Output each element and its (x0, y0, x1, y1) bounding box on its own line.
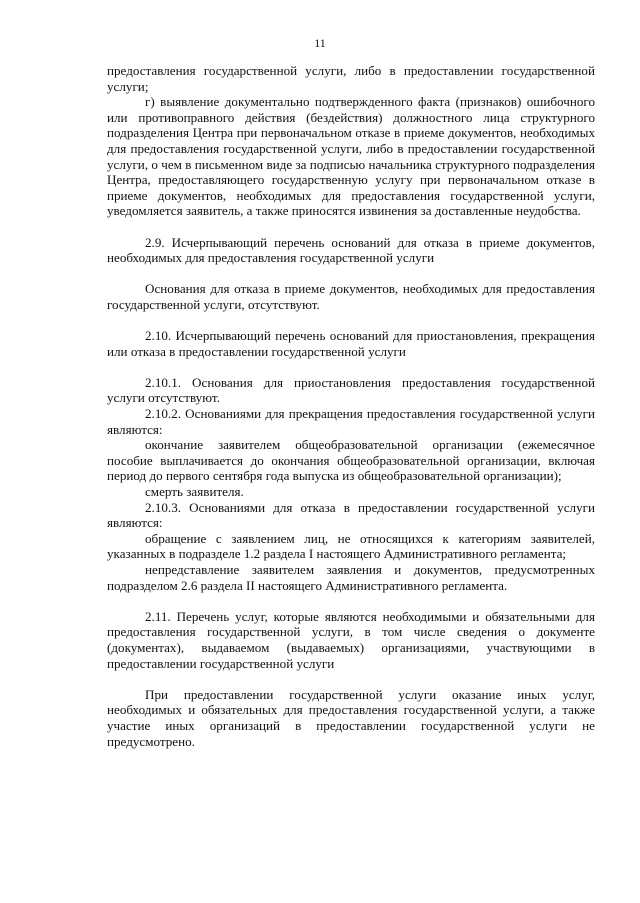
page-number: 11 (314, 36, 326, 50)
list-item-death: смерть заявителя. (145, 484, 244, 500)
section-heading-2-10: 2.10. Исчерпывающий перечень оснований для приостановления, прекращения или отказа в предоставлении государственной услуги (107, 328, 595, 359)
section-heading-2-9: 2.9. Исчерпывающий перечень оснований для отказа в приеме документов, необходимых для предоставления государственной услуги (107, 234, 595, 266)
section-heading-2-11: 2.11. Перечень услуг, которые являются необходимыми и обязательными для предоставления государственной услуги, в том числе сведения о документе (документах), выдаваемом (выдаваемых) организациями, участвующими в предоставлении государственной услуги (107, 608, 595, 671)
paragraph-2-9-body: Основания для отказа в приеме документов, необходимых для предоставления государственной услуги, отсутствуют. (107, 281, 595, 312)
paragraph-2-11-body: При предоставлении государственной услуги оказание иных услуг, необходимых и обязательных для предоставления государственной услуги, а также участие иных организаций в предоставлении государственной услуги не предусмотрено. (107, 686, 595, 749)
paragraph-item-g: г) выявление документально подтвержденного факта (признаков) ошибочного или противоправного действия (бездействия) должностного лица структурного подразделения Центра при первоначальном отказе в приеме документов, необходимых для предоставления государственной услуги, либо в предоставлении государственной услуги, о чем в письменном виде за подписью начальника структурного подразделения Центра, предоставляющего государственную услугу при первоначальном отказе в приеме документов, необходимых для предоставления государственной услуги, уведомляется заявитель, а также приносятся извинения за доставленные неудобства. (107, 94, 595, 219)
document-body (107, 63, 595, 749)
paragraph-2-10-3: 2.10.3. Основаниями для отказа в предоставлении государственной услуги являются: (107, 499, 595, 531)
list-item-ineligible-applicant: обращение с заявлением лиц, не относящихся к категориям заявителей, указанных в подразделе 1.2 раздела I настоящего Административного регламента; (107, 530, 595, 562)
paragraph-continuation: предоставления государственной услуги, либо в предоставлении государственной услуги; (107, 63, 595, 94)
list-item-graduation: окончание заявителем общеобразовательной организации (ежемесячное пособие выплачивается до окончания общеобразовательной организации, включая период до первого сентября года выпуска из общеобразовательной организации); (107, 437, 595, 484)
paragraph-2-10-1: 2.10.1. Основания для приостановления предоставления государственной услуги отсутствуют. (107, 374, 595, 406)
paragraph-2-10-2: 2.10.2. Основаниями для прекращения предоставления государственной услуги являются: (107, 406, 595, 437)
list-item-missing-documents: непредставление заявителем заявления и документов, предусмотренных подразделом 2.6 раздела II настоящего Административного регламента. (107, 562, 595, 593)
